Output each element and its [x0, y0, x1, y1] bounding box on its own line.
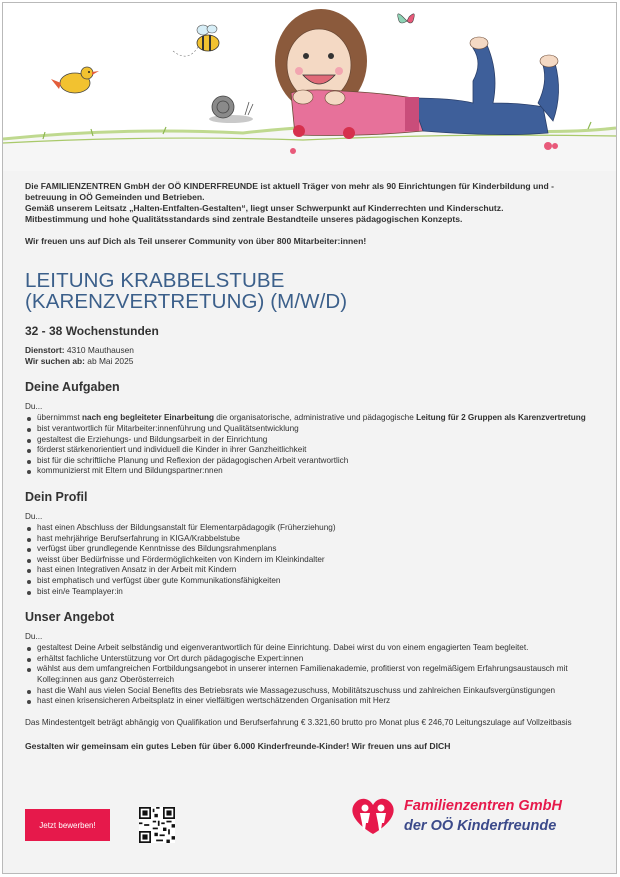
hero-illustration — [3, 3, 616, 171]
snail-icon — [209, 96, 253, 123]
list-item: bist emphatisch und verfügst über gute Kommunikationsfähigkeiten — [25, 576, 595, 587]
list-item: förderst stärkenorientiert und individuell die Kinder in ihrer Ganzheitlichkeit — [25, 445, 595, 456]
logo-line-1: Familienzentren GmbH — [404, 798, 562, 814]
tasks-list — [25, 413, 595, 477]
bee-icon — [173, 25, 219, 56]
list-item: bist für die schriftliche Planung und Reflexion der pädagogischen Arbeit verantwortlich — [25, 456, 595, 467]
profile-list — [25, 523, 595, 597]
list-item: übernimmst nach eng begleiteter Einarbeitung die organisatorische, administrative und pädagogische Leitung für 2 Gruppen als Karenzvertretung — [25, 413, 595, 424]
job-posting-page — [2, 2, 617, 874]
intro-line: Mitbestimmung und hohe Qualitätsstandards sind zentrale Bestandteile unseres pädagogischen Konzepts. — [25, 214, 463, 225]
location-label: Dienstort: — [25, 345, 65, 356]
salary-info: Das Mindestentgelt beträgt abhängig von Qualifikation und Berufserfahrung € 3.321,60 brutto pro Monat plus € 246,70 Leitungszulage auf Vollzeitbasis — [25, 717, 572, 727]
logo-line-2: der OÖ Kinderfreunde — [404, 818, 557, 834]
offer-list — [25, 643, 595, 707]
job-title-line: LEITUNG KRABBELSTUBE — [25, 269, 285, 293]
tasks-heading: Deine Aufgaben — [25, 380, 120, 395]
list-item: weisst über Bedürfnisse und Fördermöglichkeiten von Kindern im Kleinkindalter — [25, 555, 595, 566]
profile-prefix: Du... — [25, 512, 43, 522]
list-item: hast einen Integrativen Ansatz in der Arbeit mit Kindern — [25, 565, 595, 576]
profile-heading: Dein Profil — [25, 490, 88, 505]
list-item: hast die Wahl aus vielen Social Benefits des Betriebsrats wie Massagezuschuss, Mobilitätszuschuss und zahlreichen Einkaufsvergünstigungen — [25, 686, 595, 697]
start-label: Wir suchen ab: — [25, 356, 85, 367]
list-item: wählst aus dem umfangreichen Fortbildungsangebot in unserer internen Familienakademie, profitierst von regelmäßigem Erfahrungsaustausch mit Kolleg:innen aus ganz Oberösterreich — [25, 664, 595, 685]
family-logo-icon — [348, 796, 398, 836]
start-value: ab Mai 2025 — [87, 356, 134, 367]
apply-button[interactable]: Jetzt bewerben! — [25, 809, 110, 841]
list-item: hast einen Abschluss der Bildungsanstalt für Elementarpädagogik (Früherziehung) — [25, 523, 595, 534]
intro-text — [25, 181, 595, 247]
list-item: kommunizierst mit Eltern und Bildungspartner:nnen — [25, 466, 595, 477]
list-item: verfügst über grundlegende Kenntnisse des Bildungsrahmenplans — [25, 544, 595, 555]
offer-heading: Unser Angebot — [25, 610, 115, 625]
tasks-prefix: Du... — [25, 402, 43, 412]
job-title-line: (KARENZVERTRETUNG) (M/W/D) — [25, 290, 348, 314]
job-title — [25, 270, 595, 312]
list-item: hast mehrjährige Berufserfahrung in KIGA/Krabbelstube — [25, 534, 595, 545]
list-item: erhältst fachliche Unterstützung vor Ort durch pädagogische Expert:innen — [25, 654, 595, 665]
closing-statement: Gestalten wir gemeinsam ein gutes Leben für über 6.000 Kinderfreunde-Kinder! Wir freuen uns auf DICH — [25, 740, 451, 751]
posting-content — [25, 181, 595, 751]
list-item: bist ein/e Teamplayer:in — [25, 587, 595, 598]
girl-illustration — [275, 9, 559, 139]
intro-line: Wir freuen uns auf Dich als Teil unserer Community von über 800 Mitarbeiter:innen! — [25, 236, 367, 247]
offer-prefix: Du... — [25, 632, 43, 642]
location-value: 4310 Mauthausen — [66, 345, 134, 356]
intro-line: Gemäß unserem Leitsatz „Halten-Entfalten-Gestalten“, liegt unser Schwerpunkt auf Kinderrechten und Kinderschutz. — [25, 203, 504, 214]
list-item: hast einen krisensicheren Arbeitsplatz in einer vielfältigen wertschätzenden Organisation mit Herz — [25, 696, 595, 707]
intro-line: Die FAMILIENZENTREN GmbH der OÖ KINDERFREUNDE ist aktuell Träger von mehr als 90 Einrichtungen für Kinderbildung und -betreuung in OÖ Gemeinden und Betrieben. — [25, 181, 555, 203]
list-item: gestaltest die Erziehungs- und Bildungsarbeit in der Einrichtung — [25, 435, 595, 446]
weekly-hours: 32 - 38 Wochenstunden — [25, 324, 159, 339]
qr-code[interactable] — [139, 807, 175, 843]
bird-icon — [51, 67, 99, 93]
list-item: gestaltest Deine Arbeit selbständig und eigenverantwortlich für deine Einrichtung. Dabei wirst du von einem engagierten Team begleitet. — [25, 643, 595, 654]
company-logo — [348, 794, 593, 840]
butterfly-icon — [398, 14, 415, 23]
job-meta — [25, 345, 595, 367]
list-item: bist verantwortlich für Mitarbeiter:innenführung und Qualitätsentwicklung — [25, 424, 595, 435]
